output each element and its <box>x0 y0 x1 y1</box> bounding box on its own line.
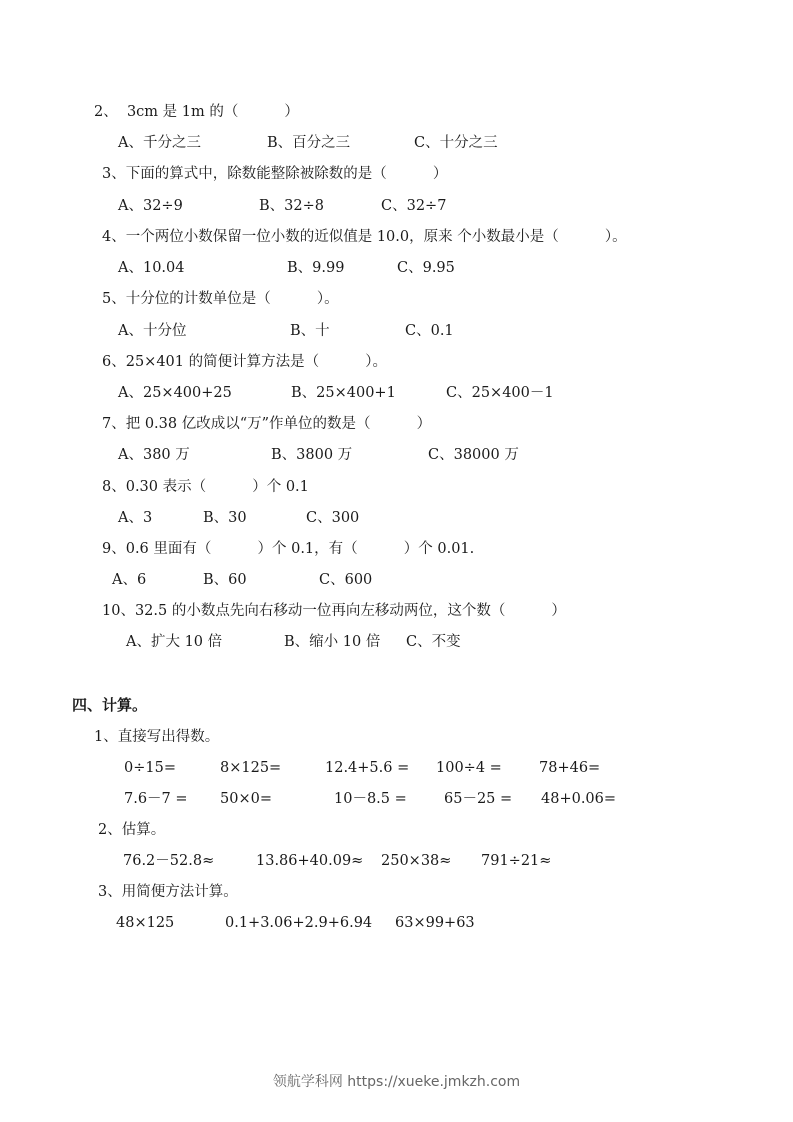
mental-calc-item: 78+46= <box>539 760 601 776</box>
question-5-stem: 5、十分位的计数单位是（ ）。 <box>102 291 339 307</box>
question-4-option-a: A、10.04 <box>118 260 185 276</box>
question-10-option-a: A、扩大 10 倍 <box>126 634 223 650</box>
question-6-option-c: C、25×400－1 <box>446 385 554 401</box>
question-4-stem: 4、一个两位小数保留一位小数的近似值是 10.0，原来 个小数最小是（ ）。 <box>102 229 627 245</box>
question-9-option-b: B、60 <box>203 572 247 588</box>
question-7-option-c: C、38000 万 <box>428 447 519 463</box>
question-8-stem: 8、0.30 表示（ ）个 0.1 <box>102 479 309 495</box>
question-4-option-b: B、9.99 <box>287 260 345 276</box>
mental-calc-item: 48+0.06= <box>541 791 617 807</box>
question-6-option-b: B、25×400+1 <box>291 385 396 401</box>
question-5-option-b: B、十 <box>290 323 330 339</box>
question-10-option-b: B、缩小 10 倍 <box>284 634 381 650</box>
question-2-option-c: C、十分之三 <box>414 135 498 151</box>
estimate-item: 13.86+40.09≈ <box>256 853 364 869</box>
question-8-option-c: C、300 <box>306 510 360 526</box>
question-3-option-c: C、32÷7 <box>381 198 447 214</box>
mental-calc-item: 7.6－7 = <box>124 791 188 807</box>
question-10-option-c: C、不变 <box>406 634 461 650</box>
question-7-stem: 7、把 0.38 亿改成以“万”作单位的数是（ ） <box>102 416 432 432</box>
section-4-title: 四、计算。 <box>72 696 148 714</box>
question-7-option-a: A、380 万 <box>118 447 190 463</box>
question-8-option-a: A、3 <box>118 510 153 526</box>
question-2-option-a: A、千分之三 <box>118 135 201 151</box>
section-4-part-1-label: 1、直接写出得数。 <box>94 729 220 745</box>
mental-calc-item: 0÷15= <box>124 760 176 776</box>
footer-watermark: 领航学科网 https://xueke.jmkzh.com <box>272 1074 521 1090</box>
estimate-item: 250×38≈ <box>381 853 452 869</box>
question-3-option-b: B、32÷8 <box>259 198 324 214</box>
mental-calc-item: 65－25 = <box>444 791 513 807</box>
question-6-option-a: A、25×400+25 <box>118 385 232 401</box>
question-9-option-c: C、600 <box>319 572 373 588</box>
question-9-option-a: A、6 <box>112 572 147 588</box>
question-8-option-b: B、30 <box>203 510 247 526</box>
section-4-part-3-label: 3、用简便方法计算。 <box>98 884 238 900</box>
simplify-item: 63×99+63 <box>395 915 475 931</box>
question-2-option-b: B、百分之三 <box>267 135 351 151</box>
mental-calc-item: 100÷4 = <box>436 760 502 776</box>
mental-calc-item: 8×125= <box>220 760 282 776</box>
question-9-stem: 9、0.6 里面有（ ）个 0.1，有（ ）个 0.01. <box>102 541 475 557</box>
question-2-stem: 2、 3cm 是 1m 的（ ） <box>94 104 299 120</box>
simplify-item: 48×125 <box>116 915 175 931</box>
estimate-item: 76.2－52.8≈ <box>123 853 215 869</box>
question-3-option-a: A、32÷9 <box>118 198 183 214</box>
mental-calc-item: 50×0= <box>220 791 272 807</box>
question-7-option-b: B、3800 万 <box>271 447 353 463</box>
question-3-stem: 3、下面的算式中，除数能整除被除数的是（ ） <box>102 166 448 182</box>
mental-calc-item: 12.4+5.6 = <box>325 760 410 776</box>
question-6-stem: 6、25×401 的简便计算方法是（ ）。 <box>102 354 387 370</box>
simplify-item: 0.1+3.06+2.9+6.94 <box>225 915 373 931</box>
question-5-option-a: A、十分位 <box>118 323 187 339</box>
question-4-option-c: C、9.95 <box>397 260 455 276</box>
section-4-part-2-label: 2、估算。 <box>98 822 166 838</box>
question-10-stem: 10、32.5 的小数点先向右移动一位再向左移动两位，这个数（ ） <box>102 603 566 619</box>
question-5-option-c: C、0.1 <box>405 323 454 339</box>
mental-calc-item: 10－8.5 = <box>334 791 407 807</box>
estimate-item: 791÷21≈ <box>481 853 552 869</box>
